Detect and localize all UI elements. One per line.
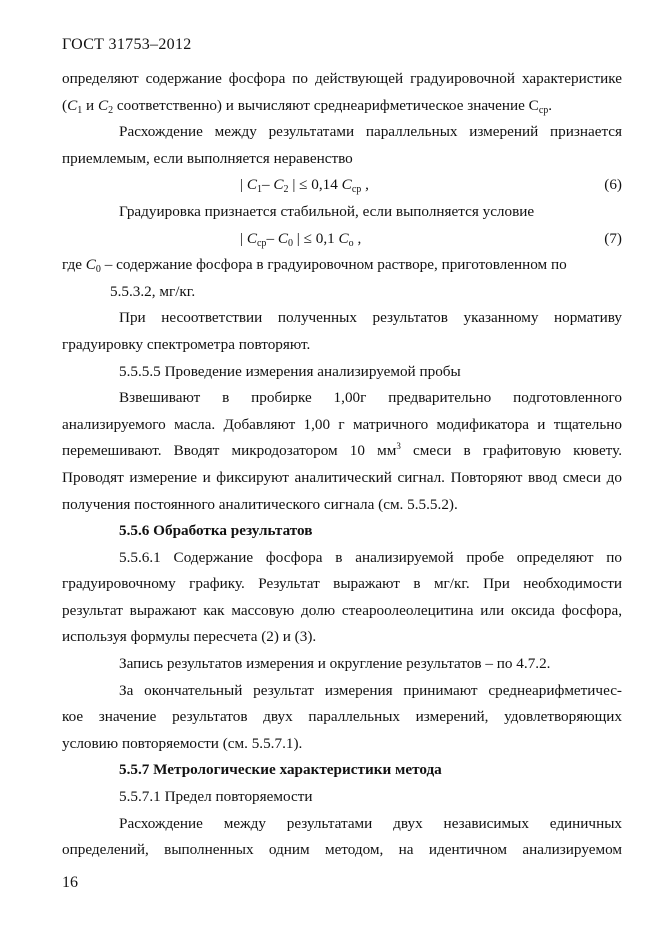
equation-7-number: (7) — [604, 229, 622, 247]
section-heading-557: 5.5.7 Метрологические характеристики метода — [119, 761, 442, 779]
text-line: используя формулы пересчета (2) и (3). — [62, 628, 317, 646]
text-line: Запись результатов измерения и округление результатов – по 4.7.2. — [119, 655, 551, 673]
text-line: 5.5.6.1 Содержание фосфора в анализируемой пробе определяют по — [119, 548, 622, 566]
text-line: анализируемого масла. Добавляют 1,00 г матричного модификатора и тщательно — [62, 415, 622, 433]
text-line: За окончательный результат измерения принимают среднеарифметичес- — [119, 681, 622, 699]
section-heading-5571: 5.5.7.1 Предел повторяемости — [119, 788, 313, 806]
text-line: При несоответствии полученных результатов указанному нормативу — [119, 309, 622, 327]
page-number: 16 — [62, 874, 78, 891]
text-line: Градуировка признается стабильной, если выполняется условие — [119, 202, 535, 220]
text-line: Проводят измерение и фиксируют аналитический сигнал. Повторяют ввод смеси до — [62, 468, 622, 486]
text-line: Расхождение между результатами параллельных измерений признается — [119, 123, 622, 141]
text-line: приемлемым, если выполняется неравенство — [62, 149, 353, 167]
text-line: определений, выполненных одним методом, на идентичном анализируемом — [62, 841, 622, 859]
text-line: где $C_0$ – содержание фосфора в градуировочном растворе, приготовленном по — [62, 256, 567, 276]
equation-6-formula: | $C_1-$ $C_2$ | ≤ 0,14 $C_{ср}$ , — [240, 176, 369, 196]
equation-7 — [62, 226, 622, 253]
text-line: ($C_1$ и $C_2$ соответственно) и вычисляют среднеарифметическое значение $С_{ср}$. — [62, 96, 553, 116]
text-line: градуировку спектрометра повторяют. — [62, 335, 311, 353]
section-heading-556: 5.5.6 Обработка результатов — [119, 522, 313, 540]
text-line: градуировочному графику. Результат выражают в мг/кг. При необходимости — [62, 575, 622, 593]
standard-header: ГОСТ 31753–2012 — [62, 36, 192, 53]
document-body — [62, 66, 622, 864]
text-line: получения постоянного аналитического сигнала (см. 5.5.5.2). — [62, 495, 458, 513]
text-line: Взвешивают в пробирке 1,00г предварительно подготовленного — [119, 389, 622, 407]
text-line: 5.5.3.2, мг/кг. — [110, 282, 196, 300]
text-line: Расхождение между результатами двух независимых единичных — [119, 814, 622, 832]
equation-6-number: (6) — [604, 176, 622, 194]
text-line: перемешивают. Вводят микродозатором 10 $мм^3$ смеси в графитовую кювету. — [62, 441, 622, 460]
text-line: определяют содержание фосфора по действующей градуировочной характеристике — [62, 70, 622, 87]
text-line: результат выражают как массовую долю стеароолеолецитина или оксида фосфора, — [62, 601, 622, 619]
section-heading-55555: 5.5.5.5 Проведение измерения анализируемой пробы — [119, 362, 461, 380]
equation-6 — [62, 172, 622, 199]
text-line: условию повторяемости (см. 5.5.7.1). — [62, 734, 303, 752]
text-line: кое значение результатов двух параллельных измерений, удовлетворяющих — [62, 708, 622, 726]
equation-7-formula: | $C_{ср}-$ $C_0$ | ≤ 0,1 $C_o$ , — [240, 229, 362, 249]
